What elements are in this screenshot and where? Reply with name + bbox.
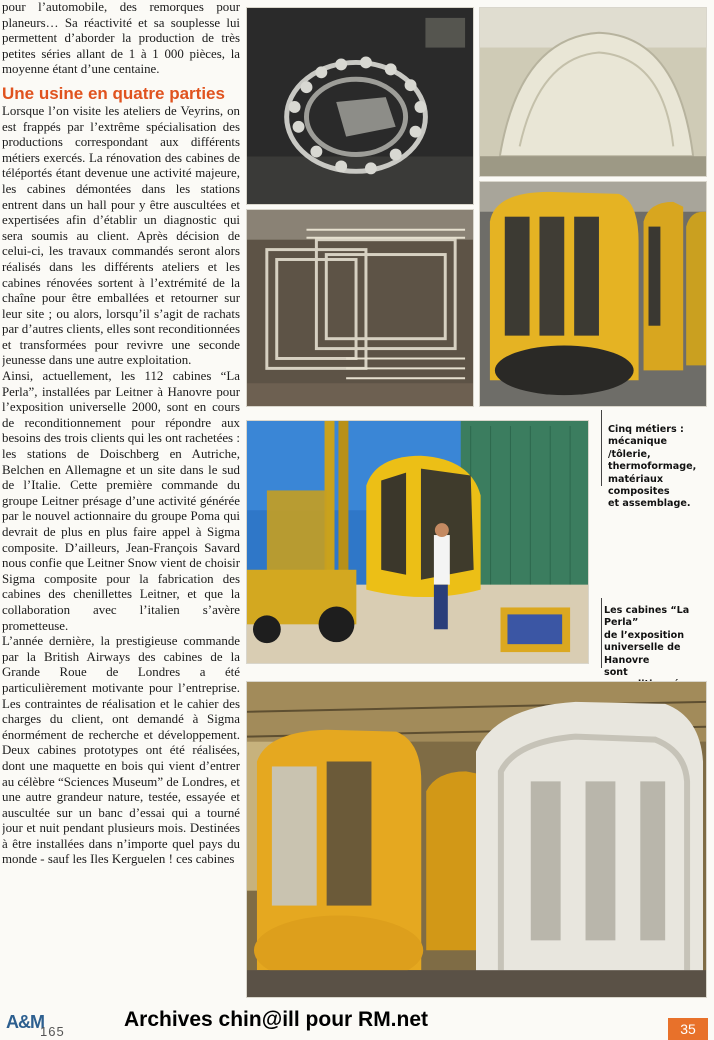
article-paragraph-3: L’année dernière, la prestigieuse commande par la British Airways des cabines de la Grande Roue de Londres a été particulièrement motivante pour l’entreprise. Les contraintes de réalisation et le cahier des charges du client, ont demandé à Sigma énormément de recherche et développement. Deux cabines prototypes ont été réalisées, dont une maquette en bois qui vient d’entrer au célèbre “Sciences Museum” de Londres, et une autre grandeur nature, testée, essayée et auscultée sur un banc d’essai qui a tourné jour et nuit pendant plusieurs mois. Destinées à être installées dans n’importe quel pays du monde - sauf les Iles Kerguelen ! ces cabines: [2, 634, 240, 867]
issue-number: 165: [40, 1024, 65, 1039]
article-paragraph-2: Ainsi, actuellement, les 112 cabines “La Perla”, installées par Leitner à Hanovre pour l’exposition universelle 2000, sont en cours de reconditionnement pour répondre aux besoins des trois clients qui les ont rachetées : les stations de Doischberg en Autriche, Belchen en Allemagne et un site dans le sud de l’Italie. Cette première commande du groupe Leitner présage d’une activité générée par le nouvel actionnaire du groupe Poma qui devrait de plus en plus faire appel à Sigma composite. D’ailleurs, Jean-François Savard nous confie que Leitner Snow vient de choisir Sigma composite pour la fabrication des cabines des chenillettes Leitner, et que la collaboration avec l’italien s’avère prometteuse.: [2, 369, 240, 633]
photo-metal-frames: [246, 209, 474, 407]
photo-thermoformed-shell: [479, 7, 707, 177]
caption-perla: Les cabines “La Perla” de l’exposition universelle de Hanovre sont: [604, 605, 690, 679]
article-text-column: [2, 0, 240, 1004]
magazine-logo: A&M: [6, 1012, 44, 1032]
photo-yellow-cabins-row: [479, 181, 707, 407]
caption-divider-2: [601, 598, 602, 668]
page-number-badge: 35: [668, 1018, 708, 1040]
article-intro: pour l’automobile, des remorques pour planeurs… Sa réactivité et sa souplesse lui permettent d’aborder la production de très petites séries allant de 1 à 1 000 pièces, la moyenne étant d’une centaine.: [2, 0, 240, 77]
archive-watermark: Archives chin@ill pour RM.net: [124, 1008, 429, 1031]
article-paragraph-1: Lorsque l’on visite les ateliers de Veyrins, on est frappés par l’extrême spécialisation des productions correspondant aux différents métiers exercés. La rénovation des cabines de téléportés étant devenue une activité majeure, les cabines démontées dans les stations entrent dans un hall pour y être auscultées et expertisées afin d’établir un diagnostic qui sera soumis au client. Après décision de celui-ci, les travaux commandés seront alors réalisés dans les différents ateliers et les cabines rénovées sortent à l’extrémité de la chaîne pour être emballées et retourner sur leur site ; ou alors, lorsqu’il s’agit de rachats par d’autres clients, elles sont reconditionnées et transformées pour revivre une seconde jeunesse dans une autre exploitation.: [2, 103, 240, 368]
section-heading: Une usine en quatre parties: [2, 83, 225, 103]
photo-forklift-cabin: [246, 420, 589, 664]
photo-metal-parts: [246, 7, 474, 205]
photo-assembly-hall: [246, 681, 707, 998]
caption-divider-1: [601, 410, 602, 486]
caption-metiers: Cinq métiers : mécanique /tôlerie, thermoformage, matériaux composites et assemblage.: [608, 424, 697, 510]
